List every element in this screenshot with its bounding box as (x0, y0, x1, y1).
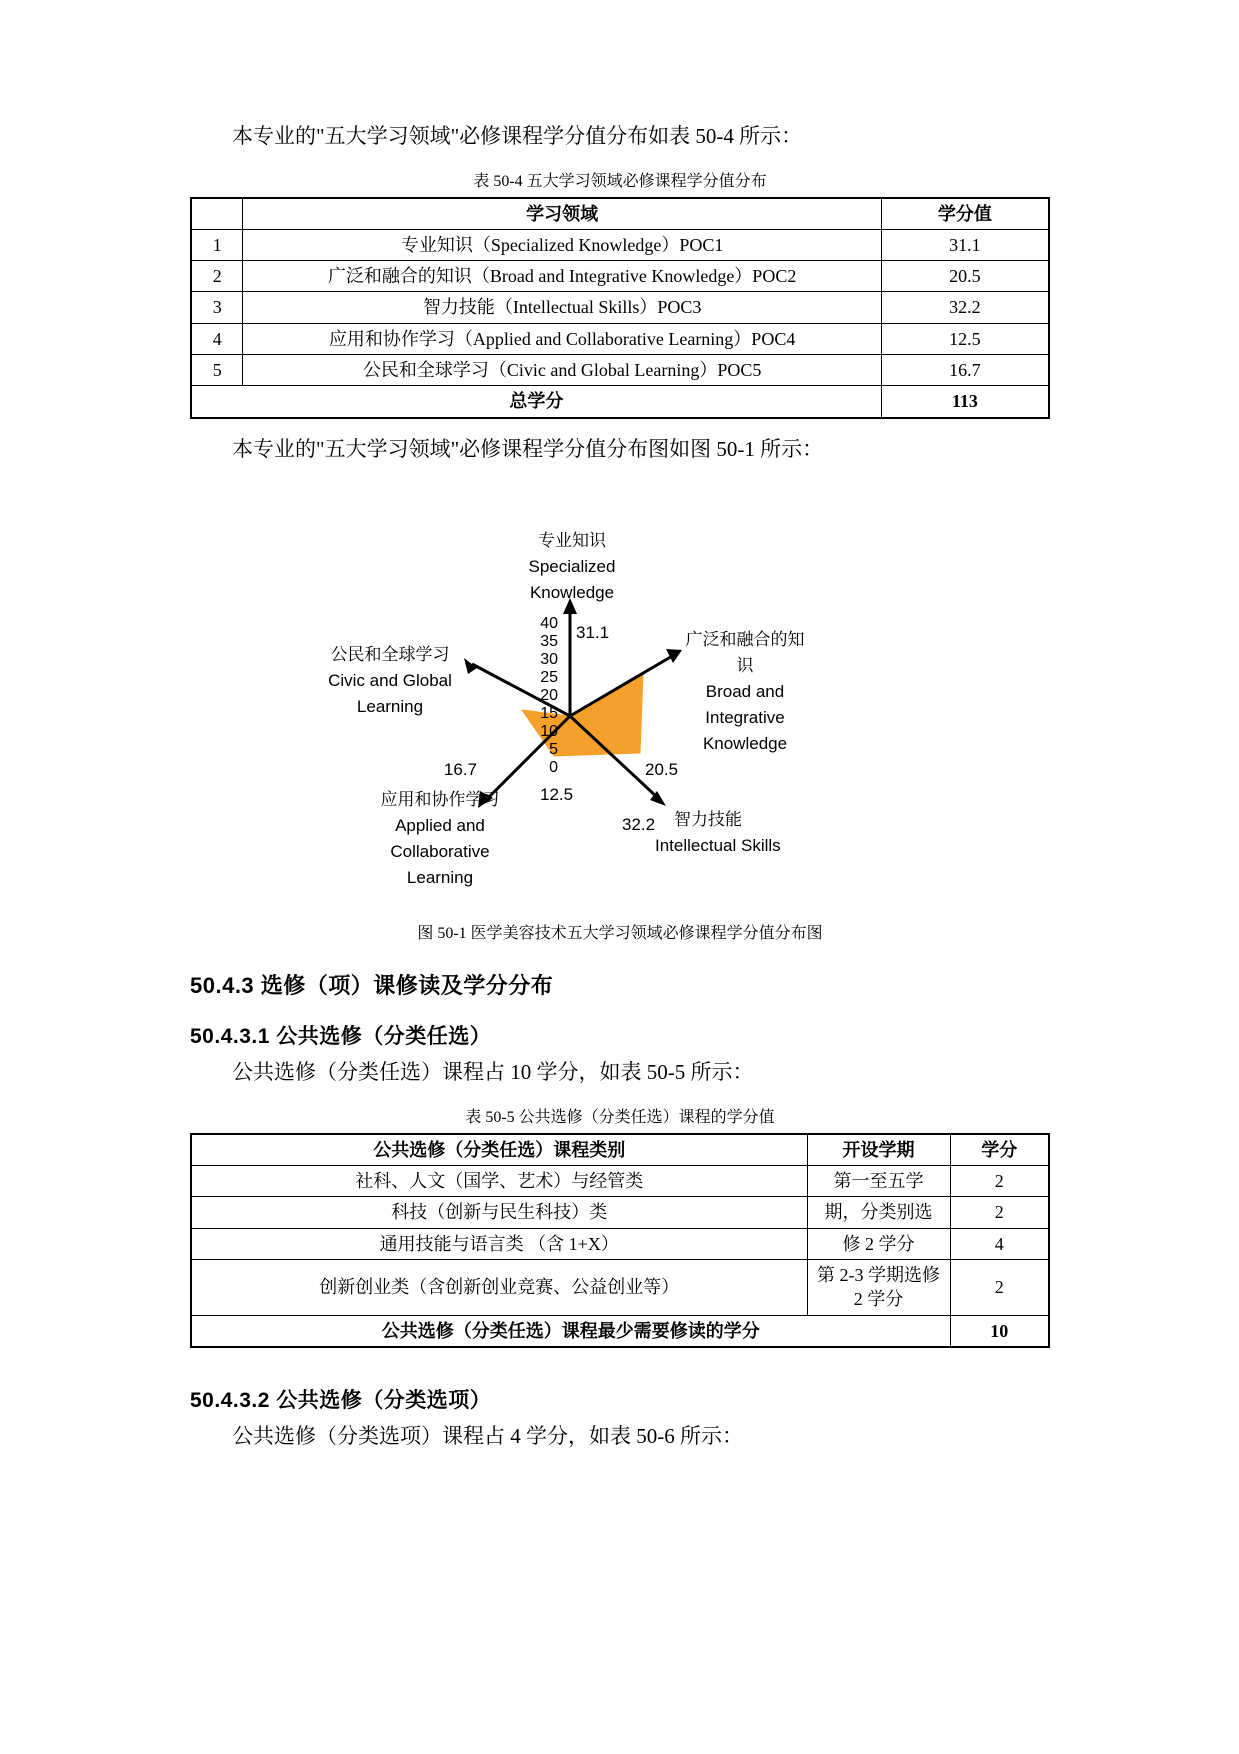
cell-term: 第一至五学 (807, 1166, 950, 1197)
table-header-index (191, 198, 243, 230)
svg-text:Applied and: Applied and (395, 816, 485, 836)
table-row (191, 355, 1049, 386)
cell-credit: 12.5 (881, 323, 1049, 354)
table-50-5-caption: 表 50-5 公共选修（分类任选）课程的学分值 (465, 1108, 775, 1126)
cell-credit: 20.5 (881, 261, 1049, 292)
svg-text:15: 15 (540, 705, 558, 723)
cell-total-label: 公共选修（分类任选）课程最少需要修读的学分 (191, 1315, 950, 1347)
table-header-domain: 学习领域 (243, 198, 881, 230)
cell-index: 1 (191, 229, 243, 260)
table-row-total (191, 1315, 1049, 1347)
table-50-4 (190, 197, 1050, 419)
svg-text:Knowledge: Knowledge (702, 734, 788, 754)
table-header-category: 公共选修（分类任选）课程类别 (191, 1134, 807, 1166)
table-header-credit: 学分值 (881, 198, 1049, 230)
svg-text:识: 识 (736, 656, 754, 676)
svg-text:Civic and Global: Civic and Global (328, 671, 452, 691)
cell-credit: 2 (950, 1260, 1049, 1316)
svg-text:Knowledge: Knowledge (529, 583, 615, 603)
cell-total-value: 113 (881, 386, 1049, 418)
cell-term: 期，分类别选 (807, 1197, 950, 1228)
table-header-credit: 学分 (950, 1134, 1049, 1166)
svg-text:31.1: 31.1 (576, 623, 610, 643)
cell-credit: 2 (950, 1166, 1049, 1197)
cell-domain: 专业知识（Specialized Knowledge）POC1 (243, 229, 881, 260)
intro-paragraph-2: 本专业的"五大学习领域"必修课程学分值分布图如图 50-1 所示： (232, 436, 824, 461)
figure-50-1-caption: 图 50-1 医学美容技术五大学习领域必修课程学分值分布图 (417, 925, 823, 943)
svg-text:16.7: 16.7 (443, 760, 477, 780)
table-50-5 (190, 1133, 1050, 1348)
cell-index: 2 (191, 261, 243, 292)
paragraph-3: 公共选修（分类任选）课程占 10 学分，如表 50-5 所示： (232, 1060, 754, 1085)
section-heading-50-4-3: 50.4.3 选修（项）课修读及学分分布 (190, 973, 554, 999)
cell-domain: 智力技能（Intellectual Skills）POC3 (243, 292, 881, 323)
radar-chart-figure (190, 480, 1050, 910)
table-row (191, 1228, 1049, 1259)
page-content (190, 120, 1050, 1468)
table-row (191, 198, 1049, 230)
table-row-total (191, 386, 1049, 418)
svg-text:30: 30 (540, 651, 558, 669)
cell-total-label: 总学分 (191, 386, 881, 418)
svg-text:应用和协作学习: 应用和协作学习 (380, 790, 500, 810)
svg-text:10: 10 (540, 723, 558, 741)
cell-index: 5 (191, 355, 243, 386)
section-heading-50-4-3-1: 50.4.3.1 公共选修（分类任选） (190, 1025, 492, 1049)
table-header-term: 开设学期 (807, 1134, 950, 1166)
intro-paragraph-1: 本专业的"五大学习领域"必修课程学分值分布如表 50-4 所示： (232, 124, 803, 148)
svg-text:广泛和融合的知: 广泛和融合的知 (685, 630, 805, 650)
svg-text:Collaborative: Collaborative (390, 842, 490, 862)
svg-text:40: 40 (540, 615, 558, 633)
cell-index: 4 (191, 323, 243, 354)
svg-text:Broad and: Broad and (705, 682, 785, 702)
svg-text:35: 35 (540, 633, 558, 651)
table-row (191, 323, 1049, 354)
paragraph-4: 公共选修（分类选项）课程占 4 学分，如表 50-6 所示： (232, 1423, 743, 1448)
svg-text:20: 20 (540, 687, 558, 705)
cell-total-value: 10 (950, 1315, 1049, 1347)
svg-text:Specialized: Specialized (528, 557, 616, 577)
radar-chart-svg (190, 480, 1050, 910)
table-row (191, 1197, 1049, 1228)
svg-text:5: 5 (549, 741, 558, 759)
svg-text:Integrative: Integrative (705, 708, 785, 728)
table-row (191, 1260, 1049, 1316)
svg-text:公民和全球学习: 公民和全球学习 (330, 645, 450, 665)
svg-text:Learning: Learning (406, 868, 474, 888)
svg-text:20.5: 20.5 (645, 760, 679, 780)
cell-category: 通用技能与语言类 （含 1+X） (191, 1228, 807, 1259)
radar-category-label-poc1 (529, 531, 616, 602)
cell-category: 科技（创新与民生科技）类 (191, 1197, 807, 1228)
cell-index: 3 (191, 292, 243, 323)
radar-axes (472, 606, 674, 800)
radar-category-label-poc4 (381, 790, 500, 887)
cell-domain: 公民和全球学习（Civic and Global Learning）POC5 (243, 355, 881, 386)
radar-tick-labels (540, 615, 558, 776)
table-50-4-caption: 表 50-4 五大学习领域必修课程学分值分布 (473, 172, 767, 190)
svg-text:32.2: 32.2 (622, 815, 656, 835)
cell-category: 创新创业类（含创新创业竞赛、公益创业等） (191, 1260, 807, 1316)
section-heading-50-4-3-2: 50.4.3.2 公共选修（分类选项） (190, 1388, 492, 1412)
cell-credit: 2 (950, 1197, 1049, 1228)
radar-category-label-poc5 (328, 645, 452, 716)
svg-text:12.5: 12.5 (540, 785, 574, 805)
table-row (191, 261, 1049, 292)
svg-text:Learning: Learning (356, 697, 424, 717)
cell-term: 修 2 学分 (807, 1228, 950, 1259)
cell-credit: 31.1 (881, 229, 1049, 260)
table-row (191, 229, 1049, 260)
radar-category-label-poc2 (686, 630, 805, 753)
table-row (191, 292, 1049, 323)
svg-text:0: 0 (549, 759, 558, 777)
svg-text:25: 25 (540, 669, 558, 687)
table-row (191, 1166, 1049, 1197)
cell-credit: 32.2 (881, 292, 1049, 323)
cell-credit: 16.7 (881, 355, 1049, 386)
radar-category-label-poc3 (655, 810, 781, 855)
cell-domain: 应用和协作学习（Applied and Collaborative Learning）POC4 (243, 323, 881, 354)
svg-text:专业知识: 专业知识 (538, 531, 606, 551)
cell-domain: 广泛和融合的知识（Broad and Integrative Knowledge）POC2 (243, 261, 881, 292)
table-row (191, 1134, 1049, 1166)
cell-term: 第 2-3 学期选修 2 学分 (807, 1260, 950, 1316)
cell-category: 社科、人文（国学、艺术）与经管类 (191, 1166, 807, 1197)
svg-text:Intellectual Skills: Intellectual Skills (655, 836, 781, 856)
svg-text:智力技能: 智力技能 (674, 810, 742, 830)
cell-credit: 4 (950, 1228, 1049, 1259)
